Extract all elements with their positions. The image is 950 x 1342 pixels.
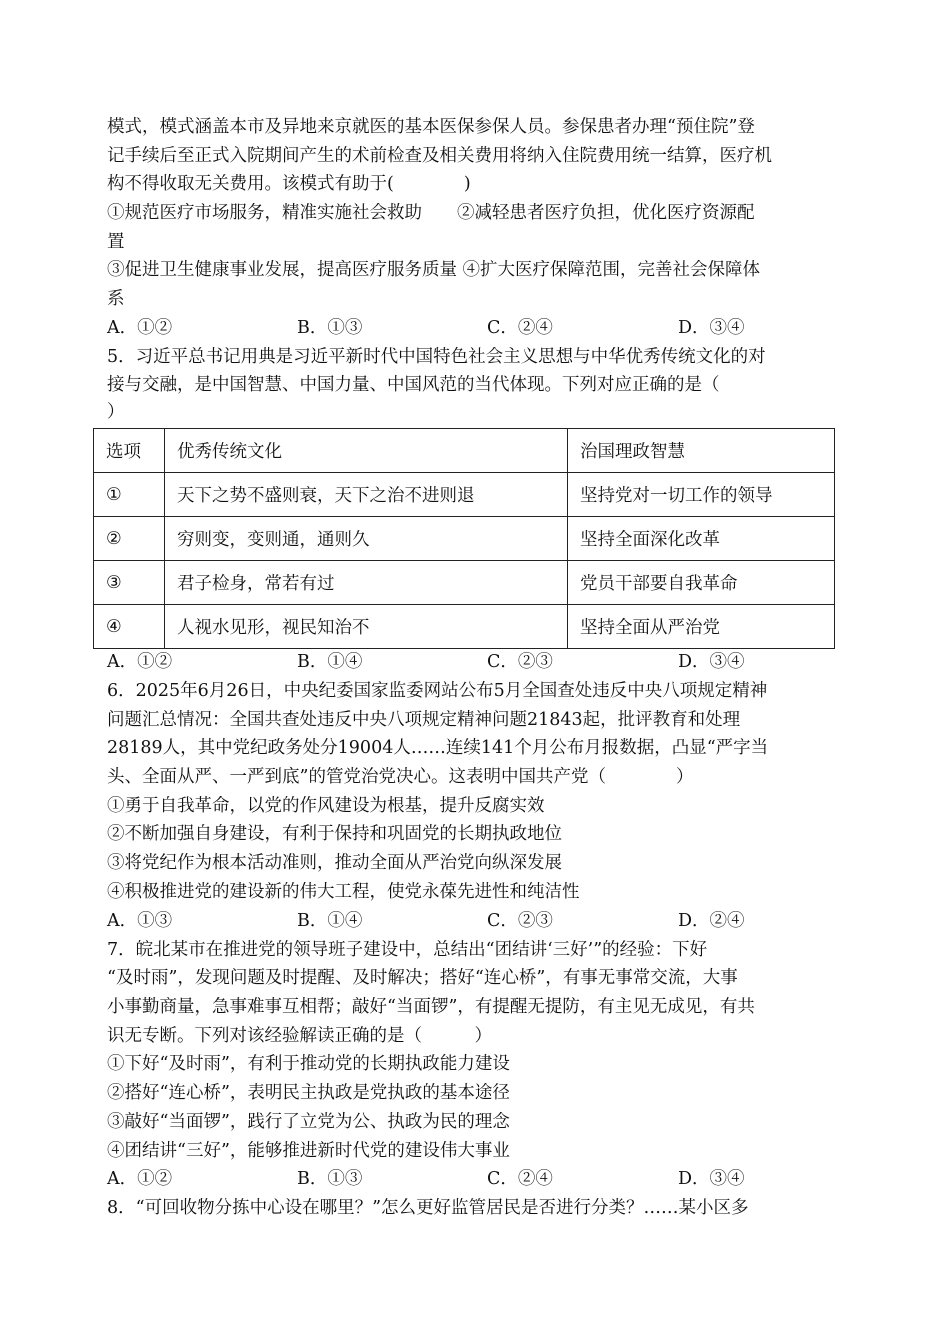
q4-statement: 系 — [107, 289, 125, 309]
q7-line: “及时雨”，发现问题及时提醒、及时解决；搭好“连心桥”，有事无事常交流，大事 — [107, 968, 738, 988]
q6-statement: ①勇于自我革命，以党的作风建设为根基，提升反腐实效 — [107, 796, 545, 816]
table-cell: ④ — [94, 605, 165, 649]
q6-line: 28189人，其中党纪政务处分19004人……连续141个月公布月报数据，凸显“严字当 — [107, 738, 769, 758]
q5-options — [107, 650, 842, 674]
table-cell: ② — [94, 517, 165, 561]
table-cell: 君子检身，常若有过 — [165, 561, 568, 605]
q7-line: 小事勤商量，急事难事互相帮；敲好“当面锣”，有提醒无提防，有主见无成见，有共 — [107, 997, 755, 1017]
q5-option-a[interactable]: A．①② — [107, 652, 173, 672]
q4-option-a[interactable]: A．①② — [107, 318, 173, 338]
q5-option-c[interactable]: C．②③ — [487, 652, 553, 672]
q4-statement: 置 — [107, 232, 125, 252]
q7-options — [107, 1167, 842, 1191]
table-cell: 坚持党对一切工作的领导 — [568, 473, 835, 517]
table-header-cell: 选项 — [94, 429, 165, 473]
table-cell: ③ — [94, 561, 165, 605]
q6-option-d[interactable]: D．②④ — [678, 911, 745, 931]
q6-statement: ③将党纪作为根本活动准则，推动全面从严治党向纵深发展 — [107, 853, 562, 873]
q4-options — [107, 316, 842, 340]
table-cell: 天下之势不盛则衰，天下之治不进则退 — [165, 473, 568, 517]
q7-option-a[interactable]: A．①② — [107, 1169, 173, 1189]
q4-statement: ①规范医疗市场服务，精准实施社会救助 ②减轻患者医疗负担，优化医疗资源配 — [107, 203, 755, 223]
q4-line: 构不得收取无关费用。该模式有助于( ) — [107, 174, 471, 194]
q5-table — [93, 428, 835, 649]
q6-option-c[interactable]: C．②③ — [487, 911, 553, 931]
q6-line: 6．2025年6月26日，中央纪委国家监委网站公布5月全国查处违反中央八项规定精神 — [107, 681, 768, 701]
q6-statement: ④积极推进党的建设新的伟大工程，使党永葆先进性和纯洁性 — [107, 882, 580, 902]
table-cell: 人视水见形，视民知治不 — [165, 605, 568, 649]
table-row — [94, 561, 835, 605]
q7-statement: ②搭好“连心桥”，表明民主执政是党执政的基本途径 — [107, 1083, 510, 1103]
q6-option-a[interactable]: A．①③ — [107, 911, 173, 931]
table-row — [94, 517, 835, 561]
q5-option-b[interactable]: B．①④ — [297, 652, 363, 672]
q5-line: 接与交融，是中国智慧、中国力量、中国风范的当代体现。下列对应正确的是（ — [107, 375, 720, 395]
q5-line: 5．习近平总书记用典是习近平新时代中国特色社会主义思想与中华优秀传统文化的对 — [107, 347, 766, 367]
q6-line: 头、全面从严、一严到底”的管党治党决心。这表明中国共产党（ ） — [107, 767, 694, 787]
table-header-cell: 治国理政智慧 — [568, 429, 835, 473]
q7-statement: ④团结讲“三好”，能够推进新时代党的建设伟大事业 — [107, 1141, 510, 1161]
q6-statement: ②不断加强自身建设，有利于保持和巩固党的长期执政地位 — [107, 824, 562, 844]
q7-line: 7．皖北某市在推进党的领导班子建设中，总结出“团结讲‘三好’”的经验：下好 — [107, 940, 708, 960]
q4-option-b[interactable]: B．①③ — [297, 318, 363, 338]
table-header-cell: 优秀传统文化 — [165, 429, 568, 473]
table-cell: 坚持全面深化改革 — [568, 517, 835, 561]
q6-option-b[interactable]: B．①④ — [297, 911, 363, 931]
table-row — [94, 473, 835, 517]
q7-option-c[interactable]: C．②④ — [487, 1169, 553, 1189]
q4-line: 记手续后至正式入院期间产生的术前检查及相关费用将纳入住院费用统一结算，医疗机 — [107, 146, 772, 166]
table-cell: 党员干部要自我革命 — [568, 561, 835, 605]
q4-option-c[interactable]: C．②④ — [487, 318, 553, 338]
q6-line: 问题汇总情况：全国共查处违反中央八项规定精神问题21843起，批评教育和处理 — [107, 710, 741, 730]
q6-options — [107, 909, 842, 933]
q5-option-d[interactable]: D．③④ — [678, 652, 745, 672]
table-cell: ① — [94, 473, 165, 517]
table-cell: 穷则变，变则通，通则久 — [165, 517, 568, 561]
q7-statement: ③敲好“当面锣”，践行了立党为公、执政为民的理念 — [107, 1112, 510, 1132]
q8-line: 8．“可回收物分拣中心设在哪里？”怎么更好监管居民是否进行分类？……某小区多 — [107, 1198, 749, 1218]
q7-option-b[interactable]: B．①③ — [297, 1169, 363, 1189]
q4-option-d[interactable]: D．③④ — [678, 318, 745, 338]
table-cell: 坚持全面从严治党 — [568, 605, 835, 649]
table-row — [94, 605, 835, 649]
q5-line: ） — [107, 402, 125, 422]
q7-statement: ①下好“及时雨”，有利于推动党的长期执政能力建设 — [107, 1054, 510, 1074]
q7-line: 识无专断。下列对该经验解读正确的是（ ） — [107, 1026, 492, 1046]
q4-statement: ③促进卫生健康事业发展，提高医疗服务质量 ④扩大医疗保障范围，完善社会保障体 — [107, 260, 761, 280]
q4-line: 模式，模式涵盖本市及异地来京就医的基本医保参保人员。参保患者办理“预住院”登 — [107, 117, 755, 137]
table-header-row — [94, 429, 835, 473]
q7-option-d[interactable]: D．③④ — [678, 1169, 745, 1189]
